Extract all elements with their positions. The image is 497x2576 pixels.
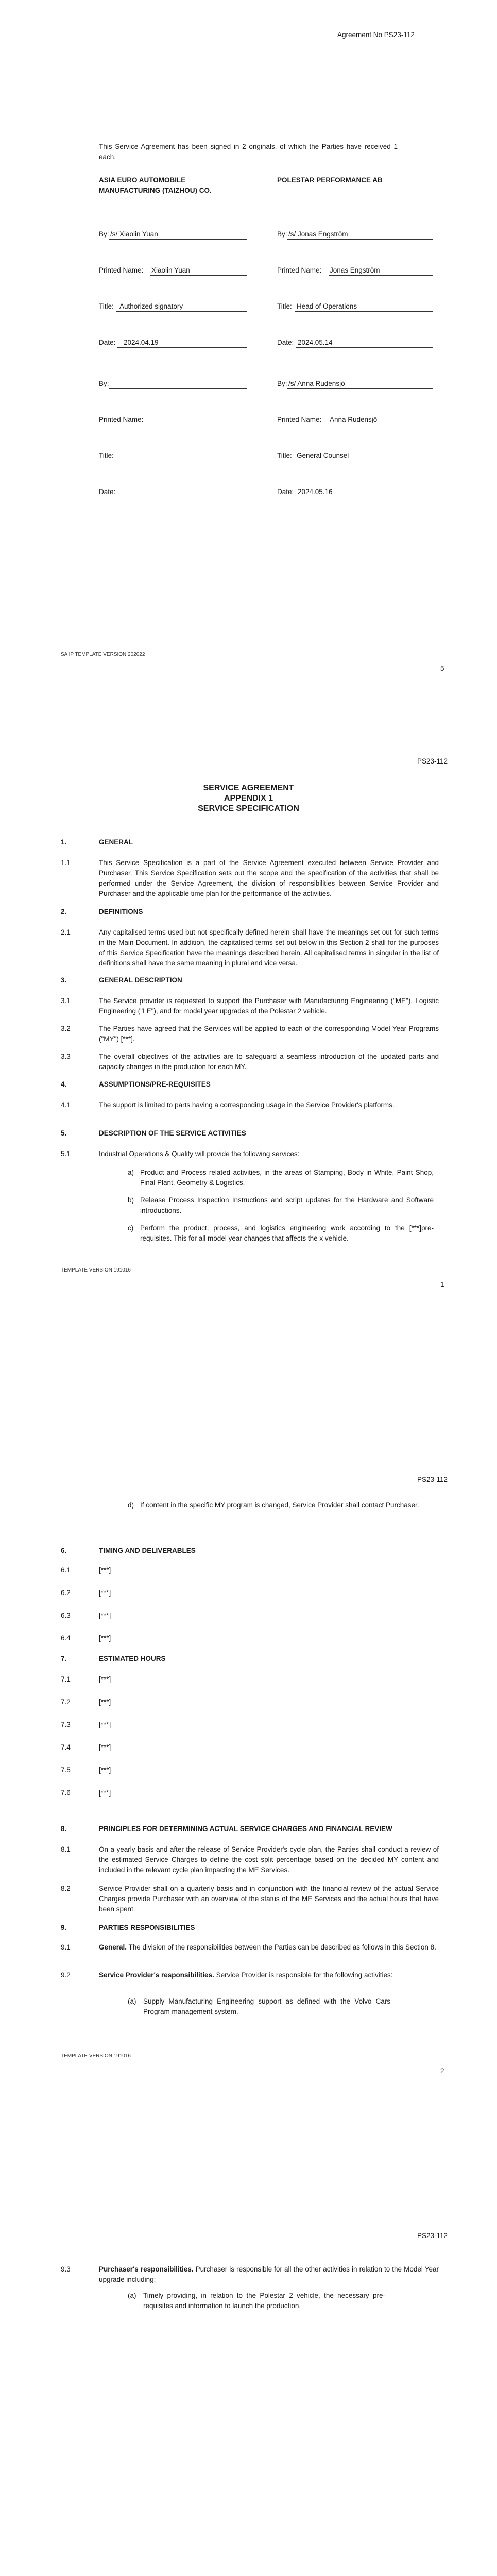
sig-title-label: Title: [277, 452, 292, 460]
sig-title-label: Title: [99, 452, 114, 460]
section-number: 5. [61, 1129, 67, 1137]
clause-text: [***] [99, 1721, 111, 1728]
agreement-number-header: PS23-112 [417, 757, 448, 765]
sig-left1-date: 2024.04.19 [124, 338, 159, 346]
section-title: DESCRIPTION OF THE SERVICE ACTIVITIES [99, 1129, 246, 1137]
list-label: (a) [128, 2292, 136, 2299]
sig-date-label: Date: [277, 488, 294, 496]
section-number: 4. [61, 1080, 67, 1088]
sig-by-label: By: [99, 230, 109, 238]
sig-line [329, 275, 433, 276]
clause-number: 6.3 [61, 1612, 71, 1619]
section-title: PARTIES RESPONSIBILITIES [99, 1924, 195, 1931]
list-item-text: If content in the specific MY program is changed, Service Provider shall contact Purchaser. [140, 1501, 419, 1509]
clause-text: [***] [99, 1743, 111, 1751]
sig-right1-title: Head of Operations [297, 302, 357, 310]
clause-text: [***] [99, 1766, 111, 1774]
clause-text [99, 2264, 439, 2285]
section-title: TIMING AND DELIVERABLES [99, 1547, 196, 1554]
intro-paragraph: This Service Agreement has been signed in 2 originals, of which the Parties have received 1 each. [99, 143, 398, 161]
clause-text: The Parties have agreed that the Services will be applied to each of the corresponding Model Year Programs ("MY") [***]. [99, 1025, 439, 1043]
clause-text [99, 1942, 439, 1953]
clause-text [99, 1970, 439, 1980]
sig-printed-label: Printed Name: [99, 266, 144, 274]
list-item-text: Timely providing, in relation to the Polestar 2 vehicle, the necessary pre-requisites and information to launch the production. [143, 2292, 385, 2310]
sig-right2-by: /s/ Anna Rudensjö [288, 380, 345, 387]
sig-left1-by: /s/ Xiaolin Yuan [110, 230, 158, 238]
agreement-number-header: PS23-112 [417, 1476, 448, 1483]
sig-left1-printed: Xiaolin Yuan [151, 266, 190, 274]
clause-heading: General. [99, 1943, 127, 1951]
list-label: (a) [128, 1997, 136, 2005]
doc-appendix: APPENDIX 1 [224, 794, 273, 803]
list-item-text: Release Process Inspection Instructions and script updates for the Hardware and Software introductions. [140, 1196, 434, 1214]
clause-text: The Service provider is requested to support the Purchaser with Manufacturing Engineering ("ME"), Logistic Engineering ("LE"), and for model year upgrades of the Polestar 2 vehicle. [99, 997, 439, 1015]
sig-by-label: By: [277, 380, 287, 387]
sig-by-label: By: [277, 230, 287, 238]
sig-title-label: Title: [277, 302, 292, 310]
clause-number: 7.6 [61, 1789, 71, 1797]
right-party-name: POLESTAR PERFORMANCE AB [277, 176, 383, 184]
clause-number: 7.5 [61, 1766, 71, 1774]
sig-date-label: Date: [99, 488, 116, 496]
footer-template-version: SA IP TEMPLATE VERSION 202022 [61, 652, 145, 657]
clause-number: 6.2 [61, 1589, 71, 1597]
clause-heading: Service Provider's responsibilities. [99, 1971, 214, 1979]
clause-number: 7.2 [61, 1698, 71, 1706]
sig-line [287, 239, 433, 240]
clause-number: 6.1 [61, 1566, 71, 1574]
list-label: b) [128, 1196, 134, 1204]
agreement-number-header: Agreement No PS23-112 [337, 31, 415, 39]
clause-number: 8.2 [61, 1885, 71, 1892]
clause-body: The division of the responsibilities between the Parties can be described as follows in this Section 8. [127, 1943, 436, 1951]
clause-text: [***] [99, 1634, 111, 1642]
doc-subtitle: SERVICE SPECIFICATION [198, 804, 299, 813]
sig-line [150, 275, 247, 276]
clause-text: Service Provider shall on a quarterly basis and in conjunction with the financial review of the actual Service Charges provide Purchaser with an overview of the status of the ME Services and the actual hours that have been spent. [99, 1885, 439, 1913]
left-party-name-line1: ASIA EURO AUTOMOBILE [99, 176, 186, 184]
section-title: GENERAL DESCRIPTION [99, 976, 182, 984]
section-number: 2. [61, 908, 67, 916]
list-item-text: Product and Process related activities, in the areas of Stamping, Body in White, Paint Shop, Final Plant, Geometry & Logistics. [140, 1168, 434, 1187]
section-title: ESTIMATED HOURS [99, 1655, 166, 1663]
clause-number: 9.3 [61, 2265, 71, 2273]
sig-right1-date: 2024.05.14 [298, 338, 333, 346]
clause-number: 4.1 [61, 1101, 71, 1109]
clause-heading: Purchaser's responsibilities. [99, 2265, 194, 2273]
clause-text: [***] [99, 1698, 111, 1706]
list-label: a) [128, 1168, 134, 1176]
section-number: 7. [61, 1655, 67, 1663]
sig-date-label: Date: [277, 338, 294, 346]
list-item-text: Supply Manufacturing Engineering support as defined with the Volvo Cars Program management system. [143, 1997, 390, 2015]
list-label: d) [128, 1501, 134, 1509]
clause-body: Purchaser is responsible for all the other activities in relation to the Model Year upgrade including: [99, 2265, 439, 2283]
sig-line [296, 347, 433, 348]
agreement-number-header: PS23-112 [417, 2232, 448, 2240]
section-title: GENERAL [99, 838, 133, 846]
clause-body: Service Provider is responsible for the following activities: [214, 1971, 393, 1979]
page-number: 5 [440, 665, 444, 672]
sig-line [287, 388, 433, 389]
section-title: PRINCIPLES FOR DETERMINING ACTUAL SERVICE CHARGES AND FINANCIAL REVIEW [99, 1825, 392, 1833]
sig-left1-title: Authorized signatory [119, 302, 183, 310]
sig-right2-title: General Counsel [297, 452, 349, 460]
clause-text: [***] [99, 1612, 111, 1619]
clause-text: Industrial Operations & Quality will provide the following services: [99, 1150, 300, 1158]
section-number: 8. [61, 1825, 67, 1833]
section-number: 9. [61, 1924, 67, 1931]
clause-number: 7.4 [61, 1743, 71, 1751]
doc-title: SERVICE AGREEMENT [203, 784, 294, 792]
clause-number: 8.1 [61, 1845, 71, 1853]
section-title: DEFINITIONS [99, 908, 143, 916]
clause-number: 3.1 [61, 997, 71, 1005]
section-number: 6. [61, 1547, 67, 1554]
clause-text: [***] [99, 1589, 111, 1597]
sig-right1-printed: Jonas Engström [330, 266, 380, 274]
sig-line [117, 347, 247, 348]
sig-title-label: Title: [99, 302, 114, 310]
section-number: 1. [61, 838, 67, 846]
sig-by-label: By: [99, 380, 109, 387]
sig-printed-label: Printed Name: [99, 416, 144, 423]
clause-number: 2.1 [61, 928, 71, 936]
sig-line [109, 388, 247, 389]
clause-number: 6.4 [61, 1634, 71, 1642]
clause-number: 5.1 [61, 1150, 71, 1158]
section-number: 3. [61, 976, 67, 984]
sig-right2-printed: Anna Rudensjö [330, 416, 378, 423]
clause-text: [***] [99, 1675, 111, 1683]
page-number: 2 [440, 2067, 444, 2075]
clause-text: [***] [99, 1789, 111, 1797]
sig-printed-label: Printed Name: [277, 266, 322, 274]
clause-text: This Service Specification is a part of the Service Agreement executed between Service Provider and Purchaser. This Service Specification sets out the scope and the specification of the activities that shall be performed under the Service Agreement, the division of responsibilities between Service Provider and Purchaser and the applicable time plan for the performance of the activities. [99, 859, 439, 897]
clause-number: 7.3 [61, 1721, 71, 1728]
sig-line [116, 311, 247, 312]
section-title: ASSUMPTIONS/PRE-REQUISITES [99, 1080, 211, 1088]
clause-text: On a yearly basis and after the release of Service Provider's cycle plan, the Parties shall conduct a review of the estimated Service Charges to define the cost split percentage based on the decided MY content and included in the relevant cycle plan impacting the ME Services. [99, 1845, 439, 1874]
sig-right2-date: 2024.05.16 [298, 488, 333, 496]
page-number: 1 [440, 1281, 444, 1289]
clause-number: 3.3 [61, 1053, 71, 1060]
sig-line [109, 239, 247, 240]
clause-text: The overall objectives of the activities are to safeguard a seamless introduction of the updated parts and capacity changes in the production for each MY. [99, 1053, 439, 1071]
clause-number: 7.1 [61, 1675, 71, 1683]
left-party-name-line2: MANUFACTURING (TAIZHOU) CO. [99, 187, 212, 194]
clause-text: Any capitalised terms used but not specifically defined herein shall have the meanings set out for such terms in the Main Document. In addition, the capitalised terms set out below in this Section 2 shall for the purposes of this Service Specification have the meanings described herein. All capitalised terms in singular in the list of definitions shall have the same meaning in plural and vice versa. [99, 928, 439, 967]
clause-text: [***] [99, 1566, 111, 1574]
footer-template-version: TEMPLATE VERSION 191016 [61, 1267, 131, 1273]
sig-line [295, 311, 433, 312]
list-label: c) [128, 1224, 134, 1232]
footer-template-version: TEMPLATE VERSION 191016 [61, 2053, 131, 2059]
sig-right1-by: /s/ Jonas Engström [288, 230, 348, 238]
clause-number: 3.2 [61, 1025, 71, 1032]
list-item-text: Perform the product, process, and logistics engineering work according to the [***]pre-requisites. This for all model year changes that affects the x vehicle. [140, 1224, 434, 1242]
clause-number: 9.1 [61, 1943, 71, 1951]
clause-text: The support is limited to parts having a corresponding usage in the Service Provider's platforms. [99, 1101, 395, 1109]
clause-number: 1.1 [61, 859, 71, 867]
clause-number: 9.2 [61, 1971, 71, 1979]
sig-printed-label: Printed Name: [277, 416, 322, 423]
sig-date-label: Date: [99, 338, 116, 346]
